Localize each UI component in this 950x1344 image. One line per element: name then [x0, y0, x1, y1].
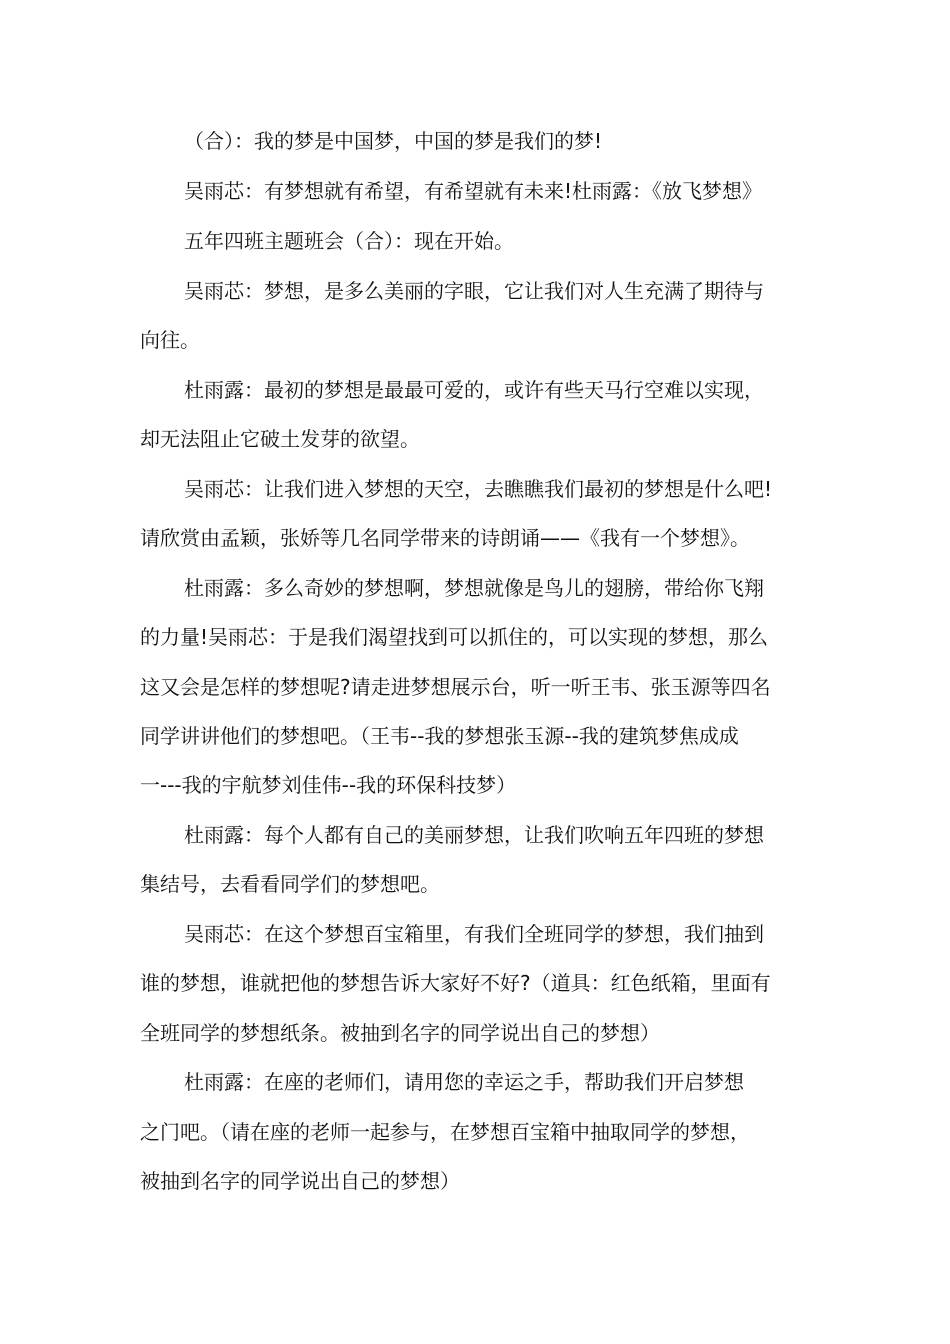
text-line: 吴雨芯：有梦想就有希望，有希望就有未来!杜雨露：《放飞梦想》 — [184, 179, 763, 203]
text-line: 吴雨芯：让我们进入梦想的天空，去瞧瞧我们最初的梦想是什么吧! — [184, 477, 773, 501]
text-line: 杜雨露：在座的老师们，请用您的幸运之手，帮助我们开启梦想 — [184, 1070, 744, 1094]
text-line: 杜雨露：多么奇妙的梦想啊，梦想就像是鸟儿的翅膀，带给你飞翔 — [184, 576, 764, 600]
text-line: 杜雨露：最初的梦想是最最可爱的，或许有些天马行空难以实现， — [184, 378, 764, 402]
text-line: （合）：我的梦是中国梦，中国的梦是我们的梦! — [184, 129, 603, 153]
text-line: 之门吧。（请在座的老师一起参与，在梦想百宝箱中抽取同学的梦想， — [140, 1120, 750, 1144]
text-line: 吴雨芯：在这个梦想百宝箱里，有我们全班同学的梦想，我们抽到 — [184, 922, 764, 946]
text-line: 却无法阻止它破土发芽的欲望。 — [140, 427, 420, 451]
text-line: 请欣赏由孟颖，张娇等几名同学带来的诗朗诵——《我有一个梦想》。 — [140, 526, 750, 550]
text-line: 集结号，去看看同学们的梦想吧。 — [140, 872, 440, 896]
text-line: 同学讲讲他们的梦想吧。（王韦--我的梦想张玉源--我的建筑梦焦成成 — [140, 724, 739, 748]
text-line: 这又会是怎样的梦想呢?请走进梦想展示台，听一听王韦、张玉源等四名 — [140, 675, 771, 699]
text-line: 吴雨芯：梦想，是多么美丽的字眼，它让我们对人生充满了期待与 — [184, 279, 764, 303]
text-line: 杜雨露：每个人都有自己的美丽梦想，让我们吹响五年四班的梦想 — [184, 823, 764, 847]
text-line: 谁的梦想，谁就把他的梦想告诉大家好不好?（道具：红色纸箱，里面有 — [140, 971, 771, 995]
text-line: 向往。 — [140, 328, 200, 352]
text-line: 被抽到名字的同学说出自己的梦想） — [140, 1169, 460, 1193]
text-line: 一---我的宇航梦刘佳伟--我的环保科技梦） — [140, 773, 517, 797]
text-line: 五年四班主题班会（合）：现在开始。 — [184, 229, 514, 253]
text-line: 全班同学的梦想纸条。被抽到名字的同学说出自己的梦想） — [140, 1021, 660, 1045]
text-line: 的力量!吴雨芯：于是我们渴望找到可以抓住的，可以实现的梦想，那么 — [140, 625, 769, 649]
